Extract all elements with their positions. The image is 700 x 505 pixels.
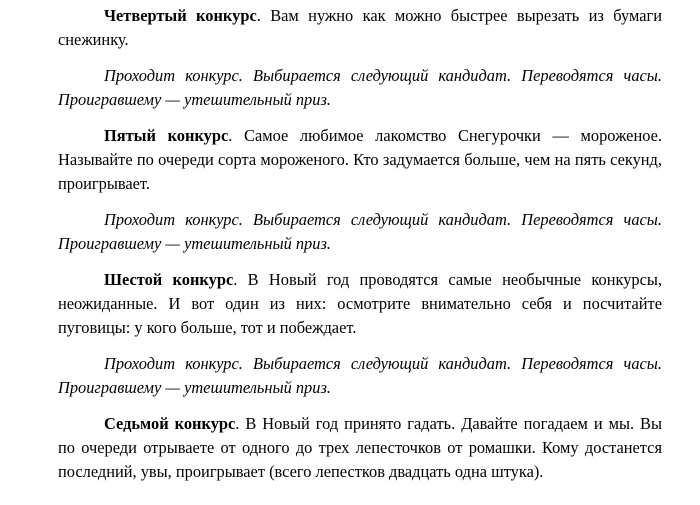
contest-heading-4: Четвертый конкурс [104, 6, 257, 25]
contest-paragraph-4 [58, 0, 662, 51]
contest-paragraph-6 [58, 268, 662, 339]
contest-text-7: . В Новый год принято гадать. Давайте погадаем и мы. Вы по очереди отрываете от одного до трех лепесточков от ромашки. Кому достанется последний, увы, проигрывает (всего лепестков двадцать одна штука). [58, 414, 662, 481]
stage-direction-1: Проходит конкурс. Выбирается следующий кандидат. Переводятся часы. Проигравшему — утешительный приз. [58, 66, 662, 109]
contest-text-5: . Самое любимое лакомство Снегурочки — мороженое. Называйте по очереди сорта мороженого. Кто задумается больше, чем на пять секунд, проигрывает. [58, 126, 662, 193]
contest-paragraph-7 [58, 412, 662, 483]
document-page [58, 0, 662, 483]
stage-direction-3: Проходит конкурс. Выбирается следующий кандидат. Переводятся часы. Проигравшему — утешительный приз. [58, 354, 662, 397]
contest-paragraph-5 [58, 124, 662, 195]
stage-direction-2: Проходит конкурс. Выбирается следующий кандидат. Переводятся часы. Проигравшему — утешительный приз. [58, 210, 662, 253]
contest-text-6: . В Новый год проводятся самые необычные конкурсы, неожиданные. И вот один из них: осмотрите внимательно себя и посчитайте пуговицы: у кого больше, тот и побеждает. [58, 270, 662, 337]
contest-text-4: . Вам нужно как можно быстрее вырезать из бумаги снежинку. [58, 6, 663, 49]
contest-heading-7: Седьмой конкурс [104, 414, 236, 434]
contest-heading-6: Шестой конкурс [104, 270, 234, 290]
contest-heading-5: Пятый конкурс [104, 126, 229, 146]
